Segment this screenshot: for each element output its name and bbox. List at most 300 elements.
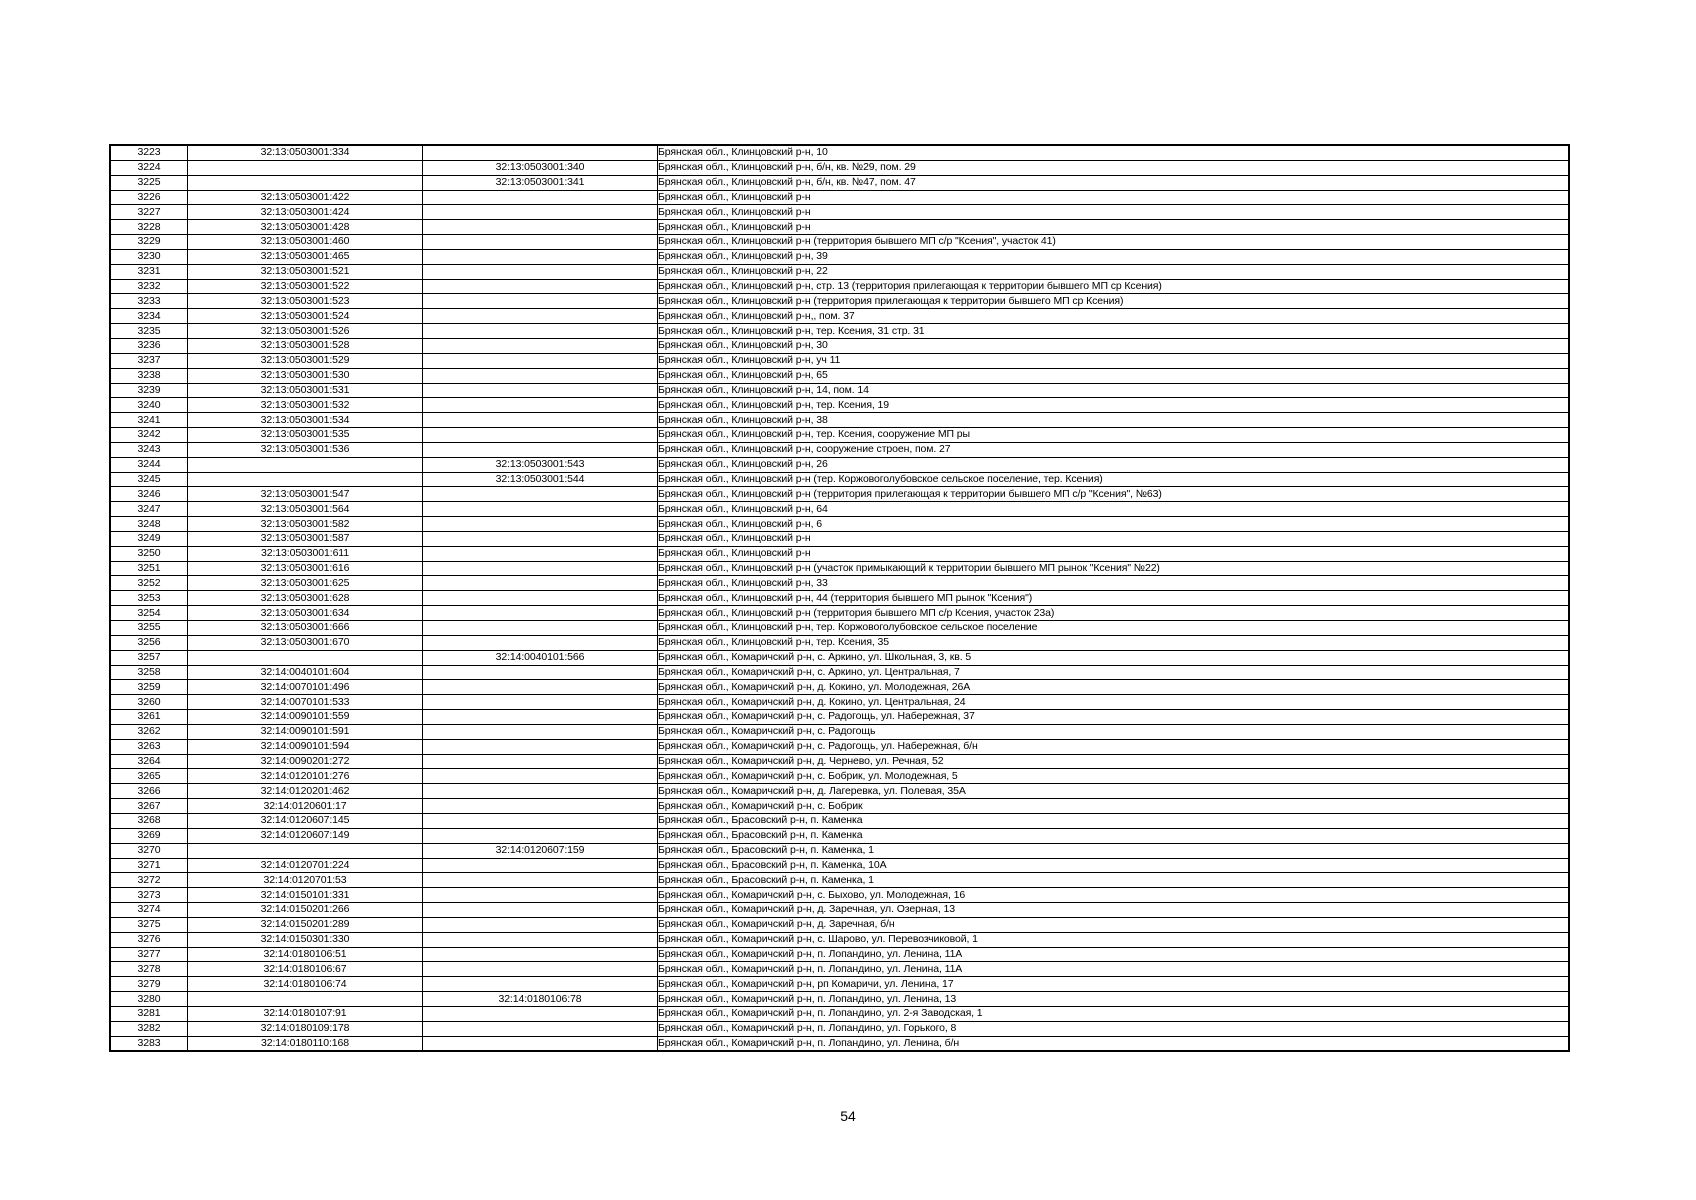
row-number-cell: 3256 <box>110 635 188 650</box>
cadastral-number-cell: 32:14:0120607:145 <box>188 813 423 828</box>
row-number-cell: 3271 <box>110 858 188 873</box>
cadastral-number-alt-cell <box>423 324 658 339</box>
cadastral-number-cell: 32:14:0180109:178 <box>188 1021 423 1036</box>
row-number-cell: 3261 <box>110 710 188 725</box>
address-cell: Брянская обл., Клинцовский р-н <box>658 220 1570 235</box>
address-cell: Брянская обл., Комаричский р-н, п. Лопандино, ул. Горького, 8 <box>658 1021 1570 1036</box>
cadastral-number-alt-cell <box>423 561 658 576</box>
cadastral-number-cell: 32:14:0120701:224 <box>188 858 423 873</box>
address-cell: Брянская обл., Брасовский р-н, п. Каменка, 10А <box>658 858 1570 873</box>
table-row <box>110 680 1569 695</box>
cadastral-number-cell: 32:13:0503001:634 <box>188 606 423 621</box>
row-number-cell: 3224 <box>110 160 188 175</box>
cadastral-number-cell: 32:13:0503001:528 <box>188 338 423 353</box>
address-cell: Брянская обл., Клинцовский р-н <box>658 546 1570 561</box>
row-number-cell: 3281 <box>110 1006 188 1021</box>
row-number-cell: 3244 <box>110 457 188 472</box>
row-number-cell: 3226 <box>110 190 188 205</box>
cadastral-number-cell: 32:13:0503001:670 <box>188 635 423 650</box>
table-row <box>110 828 1569 843</box>
cadastral-number-alt-cell <box>423 769 658 784</box>
table-row <box>110 324 1569 339</box>
cadastral-number-alt-cell <box>423 517 658 532</box>
address-cell: Брянская обл., Клинцовский р-н, 39 <box>658 249 1570 264</box>
address-cell: Брянская обл., Клинцовский р-н, тер. Коржовоголубовское сельское поселение <box>658 621 1570 636</box>
row-number-cell: 3282 <box>110 1021 188 1036</box>
cadastral-number-cell: 32:13:0503001:529 <box>188 353 423 368</box>
cadastral-number-alt-cell <box>423 813 658 828</box>
row-number-cell: 3228 <box>110 220 188 235</box>
address-cell: Брянская обл., Комаричский р-н, д. Кокино, ул. Центральная, 24 <box>658 695 1570 710</box>
table-row <box>110 457 1569 472</box>
cadastral-number-alt-cell <box>423 710 658 725</box>
cadastral-number-alt-cell <box>423 205 658 220</box>
address-cell: Брянская обл., Клинцовский р-н, 10 <box>658 145 1570 160</box>
cadastral-number-alt-cell <box>423 309 658 324</box>
table-row <box>110 220 1569 235</box>
address-cell: Брянская обл., Комаричский р-н, с. Шарово, ул. Перевозчиковой, 1 <box>658 932 1570 947</box>
table-row <box>110 264 1569 279</box>
cadastral-number-cell: 32:13:0503001:611 <box>188 546 423 561</box>
cadastral-number-cell: 32:13:0503001:526 <box>188 324 423 339</box>
cadastral-number-alt-cell: 32:14:0120607:159 <box>423 843 658 858</box>
row-number-cell: 3255 <box>110 621 188 636</box>
cadastral-number-alt-cell <box>423 502 658 517</box>
address-cell: Брянская обл., Клинцовский р-н, 33 <box>658 576 1570 591</box>
cadastral-number-cell <box>188 457 423 472</box>
address-cell: Брянская обл., Клинцовский р-н, 64 <box>658 502 1570 517</box>
table-row <box>110 769 1569 784</box>
address-cell: Брянская обл., Клинцовский р-н <box>658 531 1570 546</box>
table-row <box>110 724 1569 739</box>
cadastral-number-alt-cell <box>423 947 658 962</box>
table-row <box>110 576 1569 591</box>
row-number-cell: 3230 <box>110 249 188 264</box>
cadastral-number-alt-cell <box>423 1006 658 1021</box>
cadastral-number-cell: 32:13:0503001:424 <box>188 205 423 220</box>
address-cell: Брянская обл., Комаричский р-н, с. Радогощь, ул. Набережная, 37 <box>658 710 1570 725</box>
cadastral-number-cell: 32:14:0150201:289 <box>188 917 423 932</box>
cadastral-number-cell: 32:13:0503001:535 <box>188 428 423 443</box>
cadastral-number-alt-cell: 32:13:0503001:544 <box>423 472 658 487</box>
cadastral-number-alt-cell <box>423 338 658 353</box>
row-number-cell: 3236 <box>110 338 188 353</box>
row-number-cell: 3259 <box>110 680 188 695</box>
cadastral-number-alt-cell: 32:14:0180106:78 <box>423 992 658 1007</box>
row-number-cell: 3248 <box>110 517 188 532</box>
address-cell: Брянская обл., Клинцовский р-н, уч 11 <box>658 353 1570 368</box>
cadastral-number-alt-cell <box>423 546 658 561</box>
cadastral-number-alt-cell <box>423 190 658 205</box>
cadastral-number-alt-cell <box>423 695 658 710</box>
cadastral-number-cell: 32:13:0503001:530 <box>188 368 423 383</box>
address-cell: Брянская обл., Клинцовский р-н (территория прилегающая к территории бывшего МП ср Ксения) <box>658 294 1570 309</box>
table-row <box>110 650 1569 665</box>
address-cell: Брянская обл., Клинцовский р-н, тер. Ксения, сооружение МП ры <box>658 428 1570 443</box>
cadastral-number-alt-cell <box>423 932 658 947</box>
cadastral-number-cell: 32:14:0120701:53 <box>188 873 423 888</box>
row-number-cell: 3273 <box>110 888 188 903</box>
property-register-table <box>109 144 1570 1052</box>
cadastral-number-alt-cell: 32:14:0040101:566 <box>423 650 658 665</box>
row-number-cell: 3245 <box>110 472 188 487</box>
cadastral-number-cell: 32:13:0503001:625 <box>188 576 423 591</box>
address-cell: Брянская обл., Комаричский р-н, с. Бобрик, ул. Молодежная, 5 <box>658 769 1570 784</box>
row-number-cell: 3243 <box>110 442 188 457</box>
cadastral-number-cell <box>188 160 423 175</box>
address-cell: Брянская обл., Клинцовский р-н, 22 <box>658 264 1570 279</box>
cadastral-number-cell: 32:13:0503001:616 <box>188 561 423 576</box>
row-number-cell: 3231 <box>110 264 188 279</box>
cadastral-number-cell: 32:13:0503001:536 <box>188 442 423 457</box>
address-cell: Брянская обл., Комаричский р-н, п. Лопандино, ул. Ленина, 13 <box>658 992 1570 1007</box>
address-cell: Брянская обл., Комаричский р-н, п. Лопандино, ул. 2-я Заводская, 1 <box>658 1006 1570 1021</box>
table-row <box>110 531 1569 546</box>
row-number-cell: 3238 <box>110 368 188 383</box>
table-row <box>110 145 1569 160</box>
row-number-cell: 3267 <box>110 799 188 814</box>
cadastral-number-alt-cell <box>423 353 658 368</box>
row-number-cell: 3265 <box>110 769 188 784</box>
table-row <box>110 249 1569 264</box>
address-cell: Брянская обл., Клинцовский р-н, 6 <box>658 517 1570 532</box>
address-cell: Брянская обл., Клинцовский р-н, 38 <box>658 413 1570 428</box>
row-number-cell: 3277 <box>110 947 188 962</box>
table-row <box>110 621 1569 636</box>
address-cell: Брянская обл., Комаричский р-н, с. Радогощь <box>658 724 1570 739</box>
document-sheet <box>109 144 1570 1052</box>
address-cell: Брянская обл., Клинцовский р-н, 26 <box>658 457 1570 472</box>
table-row <box>110 635 1569 650</box>
address-cell: Брянская обл., Клинцовский р-н, тер. Ксения, 35 <box>658 635 1570 650</box>
table-row <box>110 754 1569 769</box>
cadastral-number-cell: 32:13:0503001:465 <box>188 249 423 264</box>
cadastral-number-cell: 32:14:0070101:496 <box>188 680 423 695</box>
address-cell: Брянская обл., Клинцовский р-н (тер. Коржовоголубовское сельское поселение, тер. Ксения) <box>658 472 1570 487</box>
cadastral-number-alt-cell <box>423 1036 658 1051</box>
cadastral-number-alt-cell <box>423 962 658 977</box>
cadastral-number-alt-cell <box>423 977 658 992</box>
address-cell: Брянская обл., Клинцовский р-н, 44 (территория бывшего МП рынок "Ксения") <box>658 591 1570 606</box>
cadastral-number-alt-cell <box>423 428 658 443</box>
row-number-cell: 3269 <box>110 828 188 843</box>
table-row <box>110 888 1569 903</box>
row-number-cell: 3239 <box>110 383 188 398</box>
table-row <box>110 472 1569 487</box>
address-cell: Брянская обл., Клинцовский р-н, 30 <box>658 338 1570 353</box>
cadastral-number-cell: 32:13:0503001:547 <box>188 487 423 502</box>
row-number-cell: 3242 <box>110 428 188 443</box>
cadastral-number-cell: 32:13:0503001:587 <box>188 531 423 546</box>
cadastral-number-cell: 32:13:0503001:524 <box>188 309 423 324</box>
cadastral-number-alt-cell <box>423 858 658 873</box>
table-row <box>110 428 1569 443</box>
cadastral-number-alt-cell <box>423 754 658 769</box>
cadastral-number-cell: 32:13:0503001:534 <box>188 413 423 428</box>
cadastral-number-alt-cell: 32:13:0503001:341 <box>423 175 658 190</box>
table-row <box>110 368 1569 383</box>
cadastral-number-alt-cell <box>423 442 658 457</box>
cadastral-number-cell: 32:14:0040101:604 <box>188 665 423 680</box>
row-number-cell: 3253 <box>110 591 188 606</box>
cadastral-number-alt-cell <box>423 680 658 695</box>
cadastral-number-alt-cell <box>423 828 658 843</box>
table-row <box>110 947 1569 962</box>
address-cell: Брянская обл., Комаричский р-н, д. Заречная, ул. Озерная, 13 <box>658 903 1570 918</box>
row-number-cell: 3225 <box>110 175 188 190</box>
cadastral-number-cell: 32:14:0180110:168 <box>188 1036 423 1051</box>
row-number-cell: 3280 <box>110 992 188 1007</box>
cadastral-number-alt-cell <box>423 724 658 739</box>
row-number-cell: 3258 <box>110 665 188 680</box>
cadastral-number-alt-cell <box>423 235 658 250</box>
cadastral-number-alt-cell <box>423 665 658 680</box>
row-number-cell: 3252 <box>110 576 188 591</box>
row-number-cell: 3235 <box>110 324 188 339</box>
table-row <box>110 160 1569 175</box>
cadastral-number-alt-cell <box>423 368 658 383</box>
row-number-cell: 3260 <box>110 695 188 710</box>
row-number-cell: 3254 <box>110 606 188 621</box>
cadastral-number-alt-cell <box>423 799 658 814</box>
cadastral-number-cell: 32:13:0503001:422 <box>188 190 423 205</box>
table-row <box>110 517 1569 532</box>
row-number-cell: 3246 <box>110 487 188 502</box>
address-cell: Брянская обл., Комаричский р-н, с. Быхово, ул. Молодежная, 16 <box>658 888 1570 903</box>
table-row <box>110 606 1569 621</box>
table-row <box>110 932 1569 947</box>
cadastral-number-cell <box>188 650 423 665</box>
address-cell: Брянская обл., Комаричский р-н, д. Кокино, ул. Молодежная, 26А <box>658 680 1570 695</box>
cadastral-number-cell: 32:14:0180106:74 <box>188 977 423 992</box>
table-row <box>110 739 1569 754</box>
table-row <box>110 917 1569 932</box>
cadastral-number-alt-cell <box>423 294 658 309</box>
table-row <box>110 591 1569 606</box>
table-row <box>110 309 1569 324</box>
address-cell: Брянская обл., Комаричский р-н, рп Комаричи, ул. Ленина, 17 <box>658 977 1570 992</box>
row-number-cell: 3232 <box>110 279 188 294</box>
table-row <box>110 205 1569 220</box>
row-number-cell: 3278 <box>110 962 188 977</box>
row-number-cell: 3257 <box>110 650 188 665</box>
address-cell: Брянская обл., Брасовский р-н, п. Каменка, 1 <box>658 873 1570 888</box>
row-number-cell: 3240 <box>110 398 188 413</box>
cadastral-number-alt-cell <box>423 576 658 591</box>
cadastral-number-alt-cell <box>423 145 658 160</box>
cadastral-number-alt-cell: 32:13:0503001:340 <box>423 160 658 175</box>
address-cell: Брянская обл., Клинцовский р-н, сооружение строен, пом. 27 <box>658 442 1570 457</box>
address-cell: Брянская обл., Клинцовский р-н, 65 <box>658 368 1570 383</box>
cadastral-number-cell: 32:13:0503001:666 <box>188 621 423 636</box>
cadastral-number-alt-cell <box>423 531 658 546</box>
table-row <box>110 235 1569 250</box>
cadastral-number-cell: 32:14:0120601:17 <box>188 799 423 814</box>
cadastral-number-alt-cell <box>423 621 658 636</box>
row-number-cell: 3276 <box>110 932 188 947</box>
address-cell: Брянская обл., Клинцовский р-н (территория бывшего МП с/р "Ксения", участок 41) <box>658 235 1570 250</box>
cadastral-number-cell: 32:13:0503001:628 <box>188 591 423 606</box>
table-row <box>110 487 1569 502</box>
table-body <box>110 145 1569 1051</box>
table-row <box>110 903 1569 918</box>
row-number-cell: 3234 <box>110 309 188 324</box>
cadastral-number-cell: 32:13:0503001:582 <box>188 517 423 532</box>
table-row <box>110 294 1569 309</box>
row-number-cell: 3249 <box>110 531 188 546</box>
address-cell: Брянская обл., Комаричский р-н, п. Лопандино, ул. Ленина, 11А <box>658 962 1570 977</box>
cadastral-number-cell: 32:13:0503001:532 <box>188 398 423 413</box>
page-number: 54 <box>840 1108 856 1124</box>
cadastral-number-alt-cell <box>423 635 658 650</box>
cadastral-number-cell: 32:14:0150201:266 <box>188 903 423 918</box>
row-number-cell: 3247 <box>110 502 188 517</box>
table-row <box>110 398 1569 413</box>
cadastral-number-cell: 32:14:0120201:462 <box>188 784 423 799</box>
row-number-cell: 3270 <box>110 843 188 858</box>
address-cell: Брянская обл., Брасовский р-н, п. Каменка <box>658 828 1570 843</box>
table-row <box>110 561 1569 576</box>
address-cell: Брянская обл., Комаричский р-н, с. Аркино, ул. Школьная, 3, кв. 5 <box>658 650 1570 665</box>
cadastral-number-alt-cell <box>423 784 658 799</box>
address-cell: Брянская обл., Клинцовский р-н <box>658 190 1570 205</box>
cadastral-number-cell: 32:14:0090101:559 <box>188 710 423 725</box>
cadastral-number-cell: 32:14:0090201:272 <box>188 754 423 769</box>
table-row <box>110 546 1569 561</box>
cadastral-number-alt-cell <box>423 279 658 294</box>
row-number-cell: 3241 <box>110 413 188 428</box>
address-cell: Брянская обл., Брасовский р-н, п. Каменка, 1 <box>658 843 1570 858</box>
cadastral-number-cell: 32:13:0503001:531 <box>188 383 423 398</box>
table-row <box>110 1006 1569 1021</box>
cadastral-number-alt-cell <box>423 413 658 428</box>
cadastral-number-alt-cell: 32:13:0503001:543 <box>423 457 658 472</box>
table-row <box>110 338 1569 353</box>
address-cell: Брянская обл., Комаричский р-н, п. Лопандино, ул. Ленина, б/н <box>658 1036 1570 1051</box>
row-number-cell: 3237 <box>110 353 188 368</box>
cadastral-number-alt-cell <box>423 873 658 888</box>
cadastral-number-cell: 32:13:0503001:521 <box>188 264 423 279</box>
address-cell: Брянская обл., Комаричский р-н, с. Радогощь, ул. Набережная, б/н <box>658 739 1570 754</box>
cadastral-number-cell: 32:13:0503001:428 <box>188 220 423 235</box>
table-row <box>110 992 1569 1007</box>
cadastral-number-cell: 32:14:0090101:591 <box>188 724 423 739</box>
cadastral-number-cell: 32:14:0150301:330 <box>188 932 423 947</box>
address-cell: Брянская обл., Комаричский р-н, д. Чернево, ул. Речная, 52 <box>658 754 1570 769</box>
row-number-cell: 3283 <box>110 1036 188 1051</box>
table-row <box>110 858 1569 873</box>
row-number-cell: 3275 <box>110 917 188 932</box>
table-row <box>110 353 1569 368</box>
table-row <box>110 799 1569 814</box>
cadastral-number-cell <box>188 992 423 1007</box>
cadastral-number-alt-cell <box>423 917 658 932</box>
address-cell: Брянская обл., Комаричский р-н, с. Аркино, ул. Центральная, 7 <box>658 665 1570 680</box>
row-number-cell: 3229 <box>110 235 188 250</box>
cadastral-number-alt-cell <box>423 903 658 918</box>
cadastral-number-alt-cell <box>423 888 658 903</box>
table-row <box>110 665 1569 680</box>
cadastral-number-cell <box>188 843 423 858</box>
cadastral-number-cell: 32:14:0070101:533 <box>188 695 423 710</box>
cadastral-number-cell: 32:13:0503001:460 <box>188 235 423 250</box>
cadastral-number-alt-cell <box>423 591 658 606</box>
address-cell: Брянская обл., Клинцовский р-н <box>658 205 1570 220</box>
table-row <box>110 843 1569 858</box>
cadastral-number-alt-cell <box>423 487 658 502</box>
cadastral-number-alt-cell <box>423 606 658 621</box>
cadastral-number-alt-cell <box>423 739 658 754</box>
table-row <box>110 784 1569 799</box>
row-number-cell: 3279 <box>110 977 188 992</box>
address-cell: Брянская обл., Клинцовский р-н, тер. Ксения, 31 стр. 31 <box>658 324 1570 339</box>
cadastral-number-cell: 32:13:0503001:522 <box>188 279 423 294</box>
cadastral-number-cell: 32:14:0120101:276 <box>188 769 423 784</box>
address-cell: Брянская обл., Клинцовский р-н, б/н, кв. №29, пом. 29 <box>658 160 1570 175</box>
cadastral-number-cell: 32:14:0120607:149 <box>188 828 423 843</box>
row-number-cell: 3233 <box>110 294 188 309</box>
cadastral-number-alt-cell <box>423 220 658 235</box>
cadastral-number-cell: 32:14:0180106:51 <box>188 947 423 962</box>
table-row <box>110 383 1569 398</box>
row-number-cell: 3250 <box>110 546 188 561</box>
row-number-cell: 3264 <box>110 754 188 769</box>
cadastral-number-cell <box>188 175 423 190</box>
table-row <box>110 813 1569 828</box>
address-cell: Брянская обл., Комаричский р-н, д. Заречная, б/н <box>658 917 1570 932</box>
table-row <box>110 710 1569 725</box>
table-row <box>110 442 1569 457</box>
cadastral-number-cell: 32:13:0503001:523 <box>188 294 423 309</box>
cadastral-number-cell: 32:13:0503001:334 <box>188 145 423 160</box>
table-row <box>110 190 1569 205</box>
address-cell: Брянская обл., Клинцовский р-н, 14, пом. 14 <box>658 383 1570 398</box>
table-row <box>110 873 1569 888</box>
table-row <box>110 279 1569 294</box>
address-cell: Брянская обл., Клинцовский р-н, тер. Ксения, 19 <box>658 398 1570 413</box>
row-number-cell: 3266 <box>110 784 188 799</box>
address-cell: Брянская обл., Комаричский р-н, п. Лопандино, ул. Ленина, 11А <box>658 947 1570 962</box>
row-number-cell: 3263 <box>110 739 188 754</box>
address-cell: Брянская обл., Клинцовский р-н,, пом. 37 <box>658 309 1570 324</box>
row-number-cell: 3262 <box>110 724 188 739</box>
cadastral-number-alt-cell <box>423 398 658 413</box>
address-cell: Брянская обл., Брасовский р-н, п. Каменка <box>658 813 1570 828</box>
cadastral-number-cell: 32:14:0180107:91 <box>188 1006 423 1021</box>
cadastral-number-cell <box>188 472 423 487</box>
address-cell: Брянская обл., Клинцовский р-н (участок примыкающий к территории бывшего МП рынок "Ксения" №22) <box>658 561 1570 576</box>
row-number-cell: 3268 <box>110 813 188 828</box>
address-cell: Брянская обл., Клинцовский р-н, стр. 13 (территория прилегающая к территории бывшего МП ср Ксения) <box>658 279 1570 294</box>
table-row <box>110 175 1569 190</box>
table-row <box>110 502 1569 517</box>
row-number-cell: 3223 <box>110 145 188 160</box>
cadastral-number-alt-cell <box>423 264 658 279</box>
table-row <box>110 413 1569 428</box>
address-cell: Брянская обл., Комаричский р-н, с. Бобрик <box>658 799 1570 814</box>
table-row <box>110 695 1569 710</box>
cadastral-number-cell: 32:14:0150101:331 <box>188 888 423 903</box>
cadastral-number-cell: 32:14:0090101:594 <box>188 739 423 754</box>
address-cell: Брянская обл., Комаричский р-н, д. Лагеревка, ул. Полевая, 35А <box>658 784 1570 799</box>
cadastral-number-alt-cell <box>423 1021 658 1036</box>
table-row <box>110 1036 1569 1051</box>
table-row <box>110 962 1569 977</box>
table-row <box>110 1021 1569 1036</box>
row-number-cell: 3272 <box>110 873 188 888</box>
cadastral-number-alt-cell <box>423 383 658 398</box>
cadastral-number-cell: 32:13:0503001:564 <box>188 502 423 517</box>
